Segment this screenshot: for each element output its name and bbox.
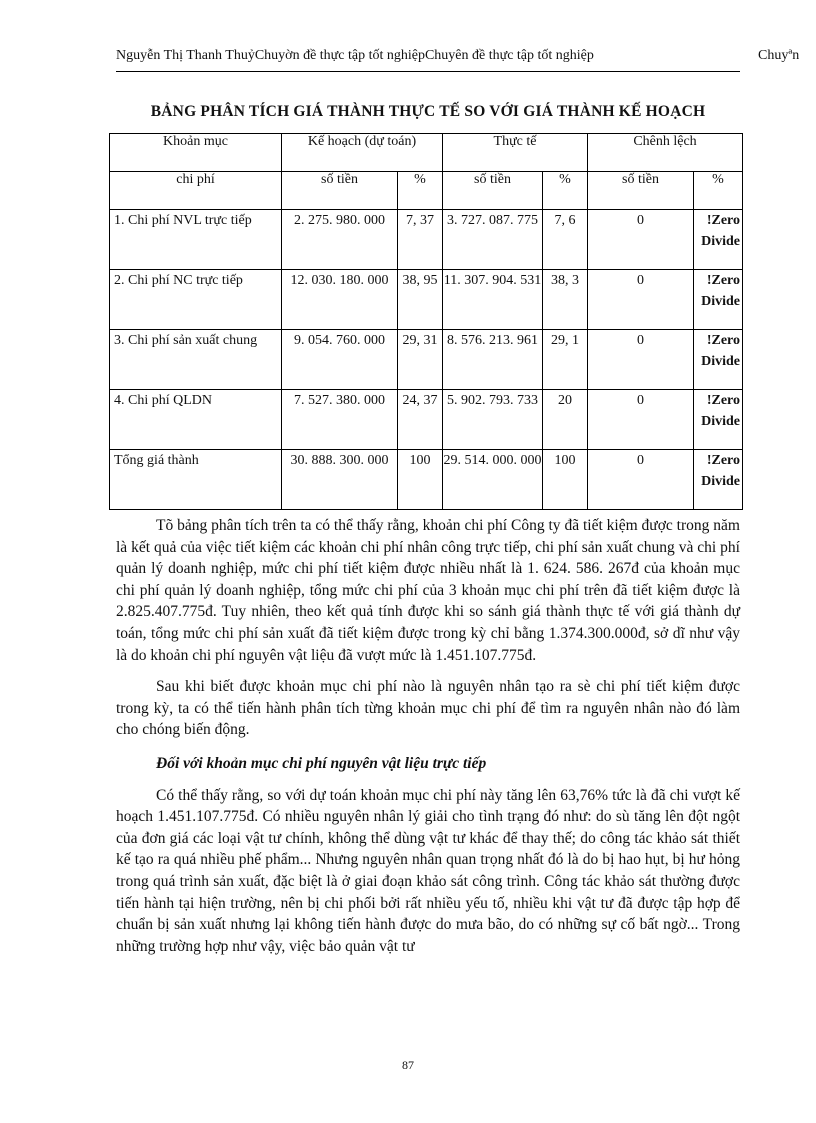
- col-header-plan-pct: %: [398, 172, 443, 210]
- table-header-row-1: [110, 134, 743, 172]
- col-header-diff-pct: %: [694, 172, 743, 210]
- plan-amount: 7. 527. 380. 000: [282, 390, 398, 450]
- table-row: [110, 330, 743, 390]
- diff-amount: 0: [588, 270, 694, 330]
- page-number: 87: [402, 1058, 414, 1072]
- actual-amount: 29. 514. 000. 000: [443, 450, 543, 510]
- col-header-chenh-lech: Chênh lệch: [588, 134, 743, 172]
- col-header-diff-amount: số tiền: [588, 172, 694, 210]
- actual-amount: 8. 576. 213. 961: [443, 330, 543, 390]
- col-header-khoan-muc: Khoản mục: [110, 134, 282, 172]
- col-header-actual-pct: %: [543, 172, 588, 210]
- table-title: BẢNG PHÂN TÍCH GIÁ THÀNH THỰC TẾ SO VỚI GIÁ THÀNH KẾ HOẠCH: [150, 103, 706, 120]
- actual-amount: 5. 902. 793. 733: [443, 390, 543, 450]
- header-rule: [116, 71, 740, 72]
- plan-pct: 29, 31: [398, 330, 443, 390]
- col-header-thuc-te: Thực tế: [443, 134, 588, 172]
- plan-amount: 2. 275. 980. 000: [282, 210, 398, 270]
- diff-pct: !Zero Divide: [694, 450, 743, 510]
- plan-pct: 24, 37: [398, 390, 443, 450]
- table-row: [110, 210, 743, 270]
- row-name: 3. Chi phí sản xuất chung: [110, 330, 282, 390]
- actual-pct: 7, 6: [543, 210, 588, 270]
- plan-amount: 12. 030. 180. 000: [282, 270, 398, 330]
- col-header-ke-hoach: Kế hoạch (dự toán): [282, 134, 443, 172]
- paragraph-material-cost: Có thể thấy rằng, so với dự toán khoản mục chi phí này tăng lên 63,76% tức là đã chi vượt kế hoạch 1.451.107.775đ. Có nhiều nguyên nhân lý giải cho tình trạng đó như: do sù tăng lên đột ngột của đơn giá các loại vật tư chính, không thể dùng vật tư khác để thay thế; do công tác khảo sát thiết kế tạo ra quá nhiều phế phẩm... Nhưng nguyên nhân quan trọng nhất đó là do bị hao hụt, bị hư hỏng trong quá trình sản xuất, đặc biệt là ở giai đoạn khảo sát công trình. Công tác khảo sát thường được tiến hành tại hiện trường, nên bị chi phối bởi rất nhiều yếu tố, nhiều khi vật tư đã được tập hợp để chuẩn bị sản xuất nhưng lại không tiến hành được do mưa bão, do có những sự cố bất ngờ... Trong những trường hợp như vậy, việc bảo quản vật tư: [116, 786, 740, 955]
- table-row-total: [110, 450, 743, 510]
- col-header-actual-amount: số tiền: [443, 172, 543, 210]
- actual-pct: 38, 3: [543, 270, 588, 330]
- diff-amount: 0: [588, 210, 694, 270]
- header-right-text: Chuyªn: [758, 48, 800, 63]
- diff-pct: !Zero Divide: [694, 390, 743, 450]
- plan-amount: 30. 888. 300. 000: [282, 450, 398, 510]
- col-header-plan-amount: số tiền: [282, 172, 398, 210]
- cost-analysis-table: [109, 133, 743, 510]
- plan-amount: 9. 054. 760. 000: [282, 330, 398, 390]
- diff-amount: 0: [588, 390, 694, 450]
- actual-pct: 29, 1: [543, 330, 588, 390]
- diff-pct: !Zero Divide: [694, 330, 743, 390]
- plan-pct: 7, 37: [398, 210, 443, 270]
- header-left-text: Nguyễn Thị Thanh ThuỷChuyờn đề thực tập tốt nghiệpChuyên đề thực tập tốt nghiệp: [116, 48, 594, 63]
- paragraph-next-step: Sau khi biết được khoản mục chi phí nào là nguyên nhân tạo ra sè chi phí tiết kiệm được trong kỳ, ta có thể tiến hành phân tích từng khoản mục chi phí để tìm ra nguyên nhân nào đó làm cho chóng biến động.: [116, 678, 740, 739]
- table-header-row-2: [110, 172, 743, 210]
- section-heading: Đối với khoản mục chi phí nguyên vật liệu trực tiếp: [156, 754, 487, 772]
- actual-amount: 11. 307. 904. 531: [443, 270, 543, 330]
- plan-pct: 38, 95: [398, 270, 443, 330]
- plan-pct: 100: [398, 450, 443, 510]
- actual-pct: 100: [543, 450, 588, 510]
- row-name: 2. Chi phí NC trực tiếp: [110, 270, 282, 330]
- row-name: Tổng giá thành: [110, 450, 282, 510]
- actual-amount: 3. 727. 087. 775: [443, 210, 543, 270]
- row-name: 1. Chi phí NVL trực tiếp: [110, 210, 282, 270]
- body-text: [116, 515, 740, 967]
- diff-pct: !Zero Divide: [694, 270, 743, 330]
- col-header-chi-phi: chi phí: [110, 172, 282, 210]
- table-row: [110, 270, 743, 330]
- row-name: 4. Chi phí QLDN: [110, 390, 282, 450]
- table-row: [110, 390, 743, 450]
- paragraph-analysis-summary: Tõ bảng phân tích trên ta có thể thấy rằng, khoản chi phí Công ty đã tiết kiệm được trong năm là kết quả của việc tiết kiệm các khoản chi phí nhân công trực tiếp, chi phí sản xuất chung và chi phí quản lý doanh nghiệp, mức chi phí tiết kiệm được nhiều nhất là 1. 624. 586. 267đ của khoản mục chi phí quản lý doanh nghiệp, tổng mức chi phí của 3 khoản mục chi phí trên đã tiết kiệm được là 2.825.407.775đ. Tuy nhiên, theo kết quả tính được khi so sánh giá thành thực tế với giá thành dự toán, tổng mức chi phí sản xuất đã tiết kiệm được trong kỳ chỉ bằng 1.374.300.000đ, sở dĩ như vậy là do khoản chi phí nguyên vật liệu đã vượt mức là 1.451.107.775đ.: [116, 517, 740, 664]
- actual-pct: 20: [543, 390, 588, 450]
- diff-amount: 0: [588, 450, 694, 510]
- diff-amount: 0: [588, 330, 694, 390]
- diff-pct: !Zero Divide: [694, 210, 743, 270]
